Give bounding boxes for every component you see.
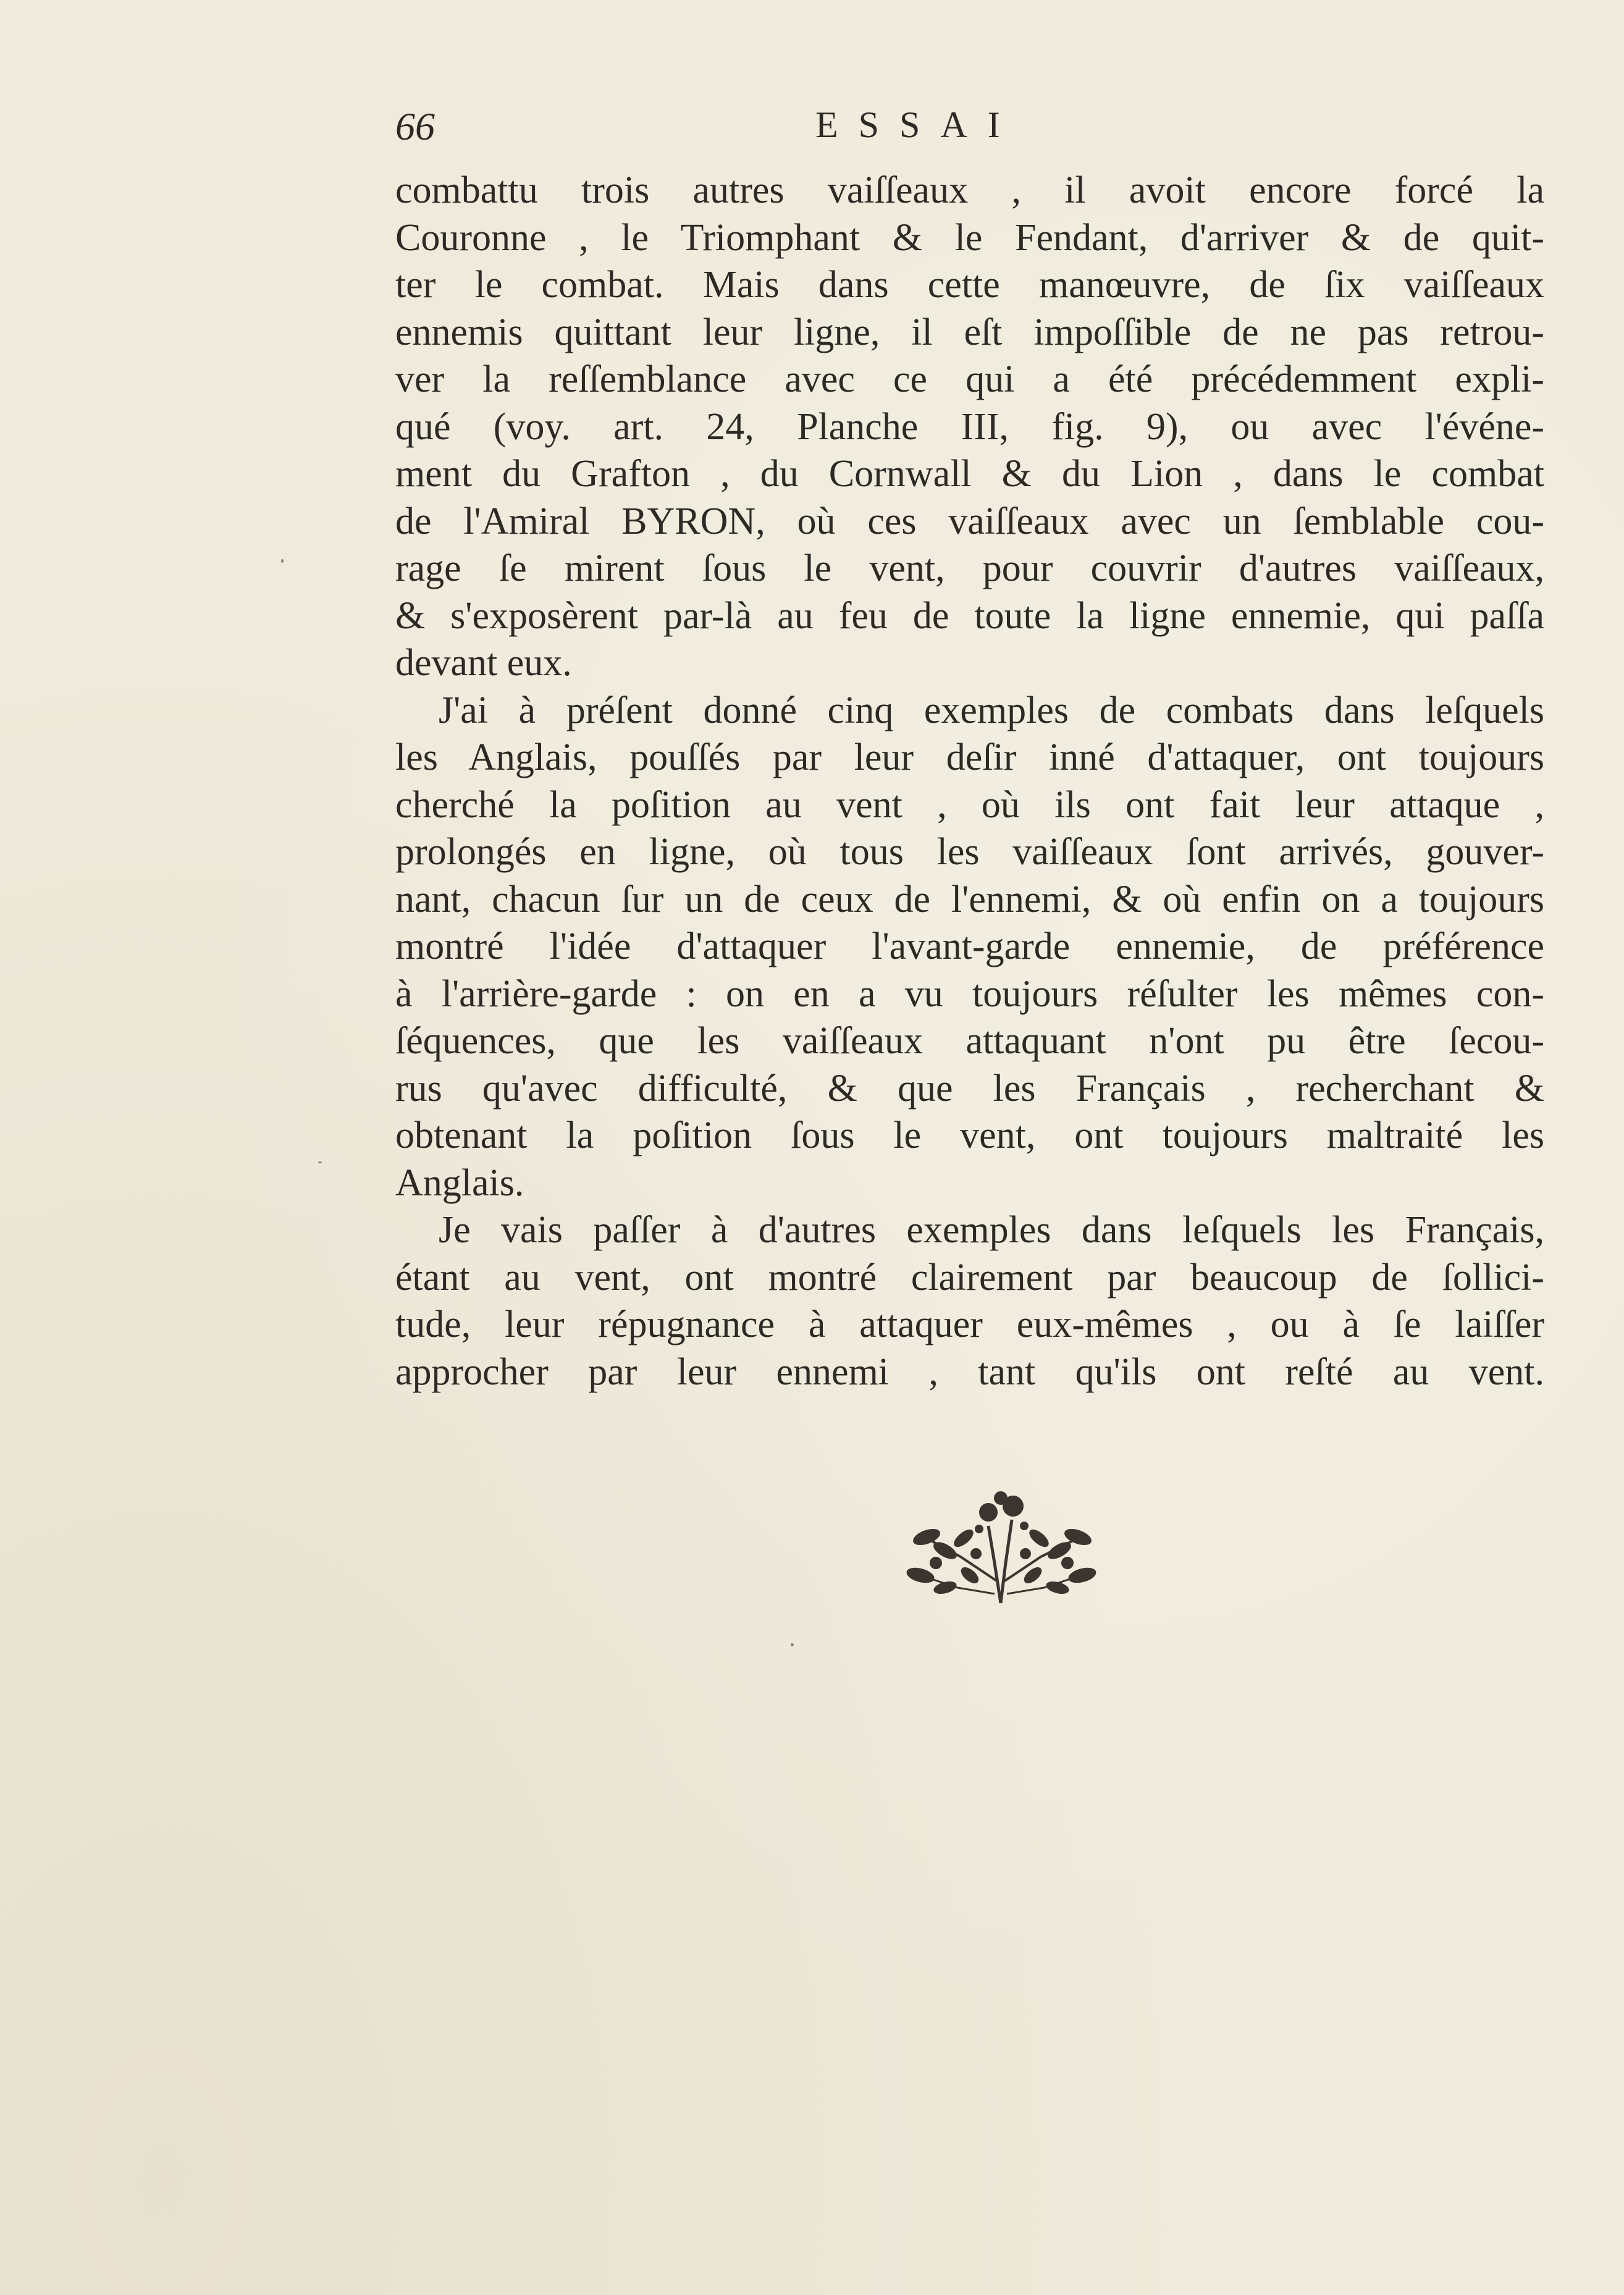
paper-speck	[281, 559, 284, 563]
text-line: les Anglais, pouſſés par leur deſir inné d'attaquer, ont toujours	[395, 736, 1544, 778]
text-line: ſéquences, que les vaiſſeaux attaquant n'ont pu être ſecou-	[395, 1020, 1544, 1062]
text-line: qué (voy. art. 24, Planche III, fig. 9), ou avec l'événe-	[395, 405, 1544, 448]
text-line: Anglais.	[395, 1161, 524, 1204]
paragraph-2	[395, 687, 1544, 1207]
text-line: ment du Grafton , du Cornwall & du Lion , dans le combat	[395, 453, 1544, 495]
paper-speck	[318, 1161, 322, 1163]
text-line: obtenant la poſition ſous le vent, ont toujours maltraité les	[395, 1114, 1544, 1156]
text-line: rus qu'avec difficulté, & que les Français , recherchant &	[395, 1067, 1544, 1110]
text-line: Je vais paſſer à d'autres exemples dans leſquels les Français,	[439, 1209, 1544, 1251]
text-line: ennemis quittant leur ligne, il eſt impoſſible de ne pas retrou-	[395, 311, 1544, 353]
paragraph-1	[395, 167, 1544, 687]
paragraph-3	[395, 1206, 1544, 1396]
text-line: & s'exposèrent par-là au feu de toute la ligne ennemie, qui paſſa	[395, 594, 1544, 637]
running-title: ESSAI	[815, 104, 1020, 145]
page-number: 66	[395, 104, 435, 148]
text-line: tude, leur répugnance à attaquer eux-mêmes , ou à ſe laiſſer	[395, 1303, 1544, 1345]
text-line: rage ſe mirent ſous le vent, pour couvrir d'autres vaiſſeaux,	[395, 547, 1544, 589]
text-line: combattu trois autres vaiſſeaux , il avoit encore forcé la	[395, 169, 1544, 211]
text-line: ver la reſſemblance avec ce qui a été précédemment expli-	[395, 358, 1544, 400]
text-line: étant au vent, ont montré clairement par beaucoup de ſollici-	[395, 1256, 1544, 1299]
text-line: cherché la poſition au vent , où ils ont fait leur attaque ,	[395, 783, 1544, 826]
text-line: nant, chacun ſur un de ceux de l'ennemi, & où enfin on a toujours	[395, 878, 1544, 920]
text-line: prolongés en ligne, où tous les vaiſſeaux ſont arrivés, gouver-	[395, 831, 1544, 873]
text-line: J'ai à préſent donné cinq exemples de combats dans leſquels	[439, 689, 1544, 731]
text-line: à l'arrière-garde : on en a vu toujours réſulter les mêmes con-	[395, 972, 1544, 1015]
text-line: Couronne , le Triomphant & le Fendant, d'arriver & de quit-	[395, 216, 1544, 259]
body-text	[395, 167, 1544, 1396]
text-line: montré l'idée d'attaquer l'avant-garde ennemie, de préférence	[395, 925, 1544, 967]
text-line: ter le combat. Mais dans cette manœuvre, de ſix vaiſſeaux	[395, 264, 1544, 306]
paper-speck	[791, 1643, 794, 1646]
text-line: approcher par leur ennemi , tant qu'ils ont reſté au vent.	[395, 1350, 1544, 1393]
floral-ornament-icon	[902, 1489, 1100, 1606]
page-header	[395, 104, 1544, 159]
text-line: de l'Amiral BYRON, où ces vaiſſeaux avec un ſemblable cou-	[395, 500, 1544, 542]
text-line: devant eux.	[395, 642, 572, 684]
